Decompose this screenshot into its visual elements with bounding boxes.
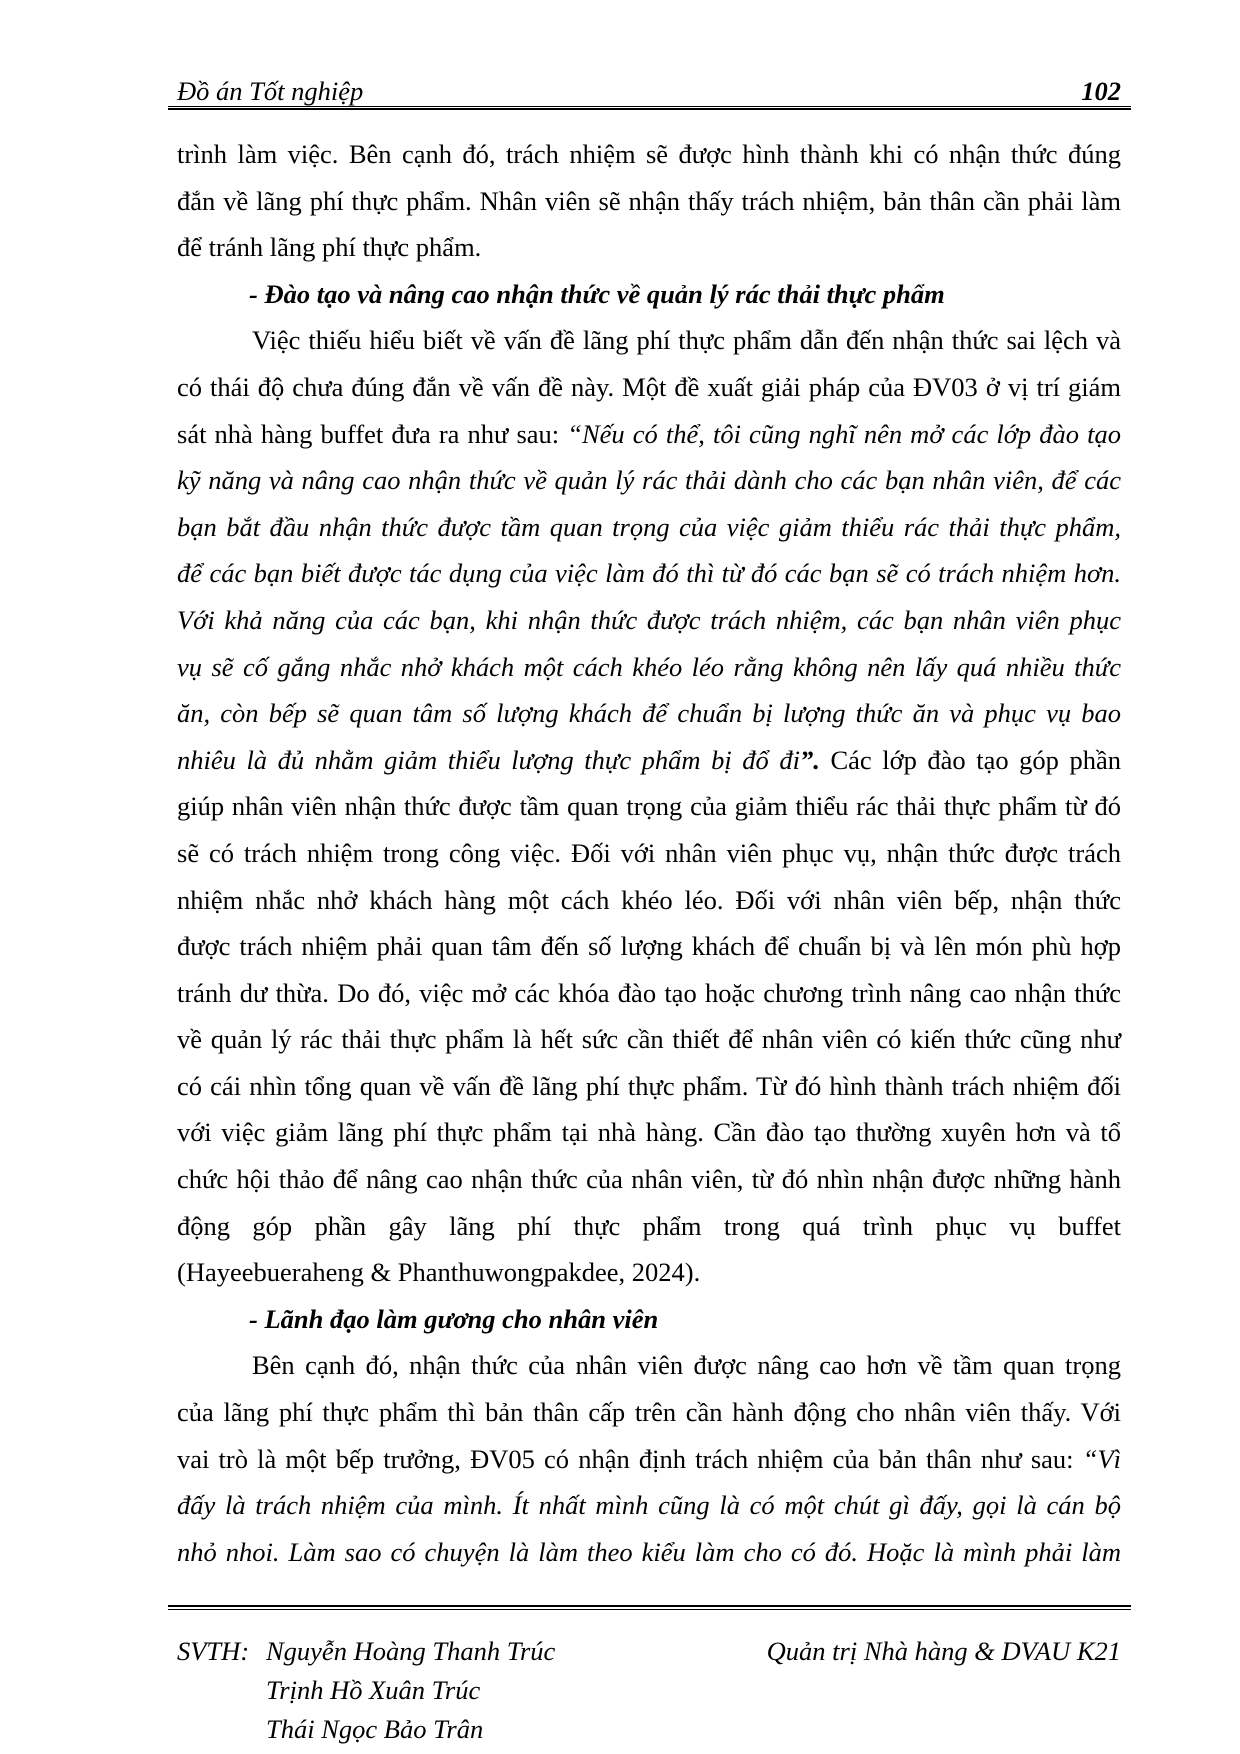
text-line: với việc giảm lãng phí thực phẩm tại nhà hàng. Cần đào tạo thường xuyên hơn và tổ	[177, 1117, 1121, 1148]
author-name: Nguyễn Hoàng Thanh Trúc	[266, 1636, 556, 1666]
quote-segment: “Nếu có thể, tôi cũng nghĩ nên mở các lớp đào tạo	[567, 418, 1121, 449]
text-line: chức hội thảo để nâng cao nhận thức của nhân viên, từ đó nhìn nhận được những hành	[177, 1164, 1121, 1195]
text-line: tránh dư thừa. Do đó, việc mở các khóa đào tạo hoặc chương trình nâng cao nhận thức	[177, 977, 1121, 1008]
quote-line: Với khả năng của các bạn, khi nhận thức được trách nhiệm, các bạn nhân viên phục	[177, 604, 1121, 635]
header-rule	[168, 106, 1131, 107]
quote-line: đấy là trách nhiệm của mình. Ít nhất mình cũng là có một chút gì đấy, gọi là cán bộ	[177, 1490, 1121, 1521]
paragraph	[177, 131, 1121, 271]
page-body	[177, 131, 1121, 1575]
text-line: sẽ có trách nhiệm trong công việc. Đối với nhân viên phục vụ, nhận thức được trách	[177, 837, 1121, 868]
text-segment: Các lớp đào tạo góp phần	[819, 744, 1121, 775]
text-line	[177, 737, 1121, 784]
text-line: có thái độ chưa đúng đắn về vấn đề này. Một đề xuất giải pháp của ĐV03 ở vị trí giám	[177, 371, 1121, 402]
quote-segment: “Vì	[1082, 1443, 1121, 1474]
header-title: Đồ án Tốt nghiệp	[177, 76, 364, 106]
citation-line: (Hayeebueraheng & Phanthuwongpakdee, 2024).	[177, 1257, 701, 1288]
program-name: Quản trị Nhà hàng & DVAU K21	[766, 1636, 1121, 1666]
quote-line: ăn, còn bếp sẽ quan tâm số lượng khách để chuẩn bị lượng thức ăn và phục vụ bao	[177, 698, 1121, 729]
section-heading: - Đào tạo và nâng cao nhận thức về quản lý rác thải thực phẩm	[249, 278, 945, 309]
text-segment: vai trò là một bếp trưởng, ĐV05 có nhận định trách nhiệm của bản thân như sau:	[177, 1443, 1083, 1474]
page-footer	[177, 1632, 1121, 1749]
text-line: Bên cạnh đó, nhận thức của nhân viên được nâng cao hơn về tầm quan trọng	[252, 1350, 1121, 1381]
text-line: về quản lý rác thải thực phẩm là hết sức cần thiết để nhân viên có kiến thức cũng như	[177, 1024, 1121, 1055]
text-line: của lãng phí thực phẩm thì bản thân cấp trên cần hành động cho nhân viên thấy. Với	[177, 1397, 1121, 1428]
footer-label: SVTH:	[177, 1636, 250, 1666]
footer-rule-thin	[168, 1609, 1131, 1610]
quote-line: để các bạn biết được tác dụng của việc làm đó thì từ đó các bạn sẽ có trách nhiệm hơn.	[177, 558, 1121, 589]
text-line	[177, 411, 1121, 458]
text-line: trình làm việc. Bên cạnh đó, trách nhiệm sẽ được hình thành khi có nhận thức đúng	[177, 139, 1121, 169]
quote-line: nhỏ nhoi. Làm sao có chuyện là làm theo kiểu làm cho có đó. Hoặc là mình phải làm	[177, 1536, 1121, 1567]
text-line: đắn về lãng phí thực phẩm. Nhân viên sẽ nhận thấy trách nhiệm, bản thân cần phải làm	[177, 185, 1121, 216]
text-line: nhiệm nhắc nhở khách hàng một cách khéo léo. Đối với nhân viên bếp, nhận thức	[177, 884, 1121, 915]
quote-line: kỹ năng và nâng cao nhận thức về quản lý rác thải dành cho các bạn nhân viên, để các	[177, 465, 1121, 496]
author-name: Thái Ngọc Bảo Trân	[266, 1714, 484, 1744]
page-header	[177, 75, 1121, 107]
text-line: giúp nhân viên nhận thức được tầm quan trọng của giảm thiểu rác thải thực phẩm từ đó	[177, 791, 1121, 822]
quote-segment: nhiêu là đủ nhằm giảm thiểu lượng thực phẩm bị đổ đi	[177, 744, 800, 775]
text-line	[177, 1436, 1121, 1483]
section-heading: - Lãnh đạo làm gương cho nhân viên	[249, 1303, 659, 1334]
footer-rule	[168, 1605, 1131, 1607]
quote-close: ”.	[800, 744, 820, 775]
paragraph	[177, 317, 1121, 1295]
footer-row	[177, 1710, 1121, 1749]
text-line: có cái nhìn tổng quan về vấn đề lãng phí thực phẩm. Từ đó hình thành trách nhiệm đối	[177, 1070, 1121, 1101]
footer-row	[177, 1671, 1121, 1710]
quote-line: vụ sẽ cố gắng nhắc nhở khách một cách khéo léo rằng không nên lấy quá nhiều thức	[177, 651, 1121, 682]
text-line: để tránh lãng phí thực phẩm.	[177, 232, 482, 263]
page-number: 102	[1081, 76, 1121, 106]
quote-line: bạn bắt đầu nhận thức được tầm quan trọng của việc giảm thiểu rác thải thực phẩm,	[177, 511, 1121, 542]
text-segment: sát nhà hàng buffet đưa ra như sau:	[177, 418, 568, 449]
footer-row	[177, 1632, 1121, 1671]
text-line: được trách nhiệm phải quan tâm đến số lượng khách để chuẩn bị và lên món phù hợp	[177, 931, 1121, 962]
paragraph	[177, 1342, 1121, 1575]
text-line: Việc thiếu hiểu biết về vấn đề lãng phí thực phẩm dẫn đến nhận thức sai lệch và	[252, 325, 1121, 356]
author-name: Trịnh Hồ Xuân Trúc	[266, 1675, 481, 1705]
text-line: động góp phần gây lãng phí thực phẩm trong quá trình phục vụ buffet	[177, 1210, 1121, 1241]
header-rule-thick	[168, 108, 1131, 110]
